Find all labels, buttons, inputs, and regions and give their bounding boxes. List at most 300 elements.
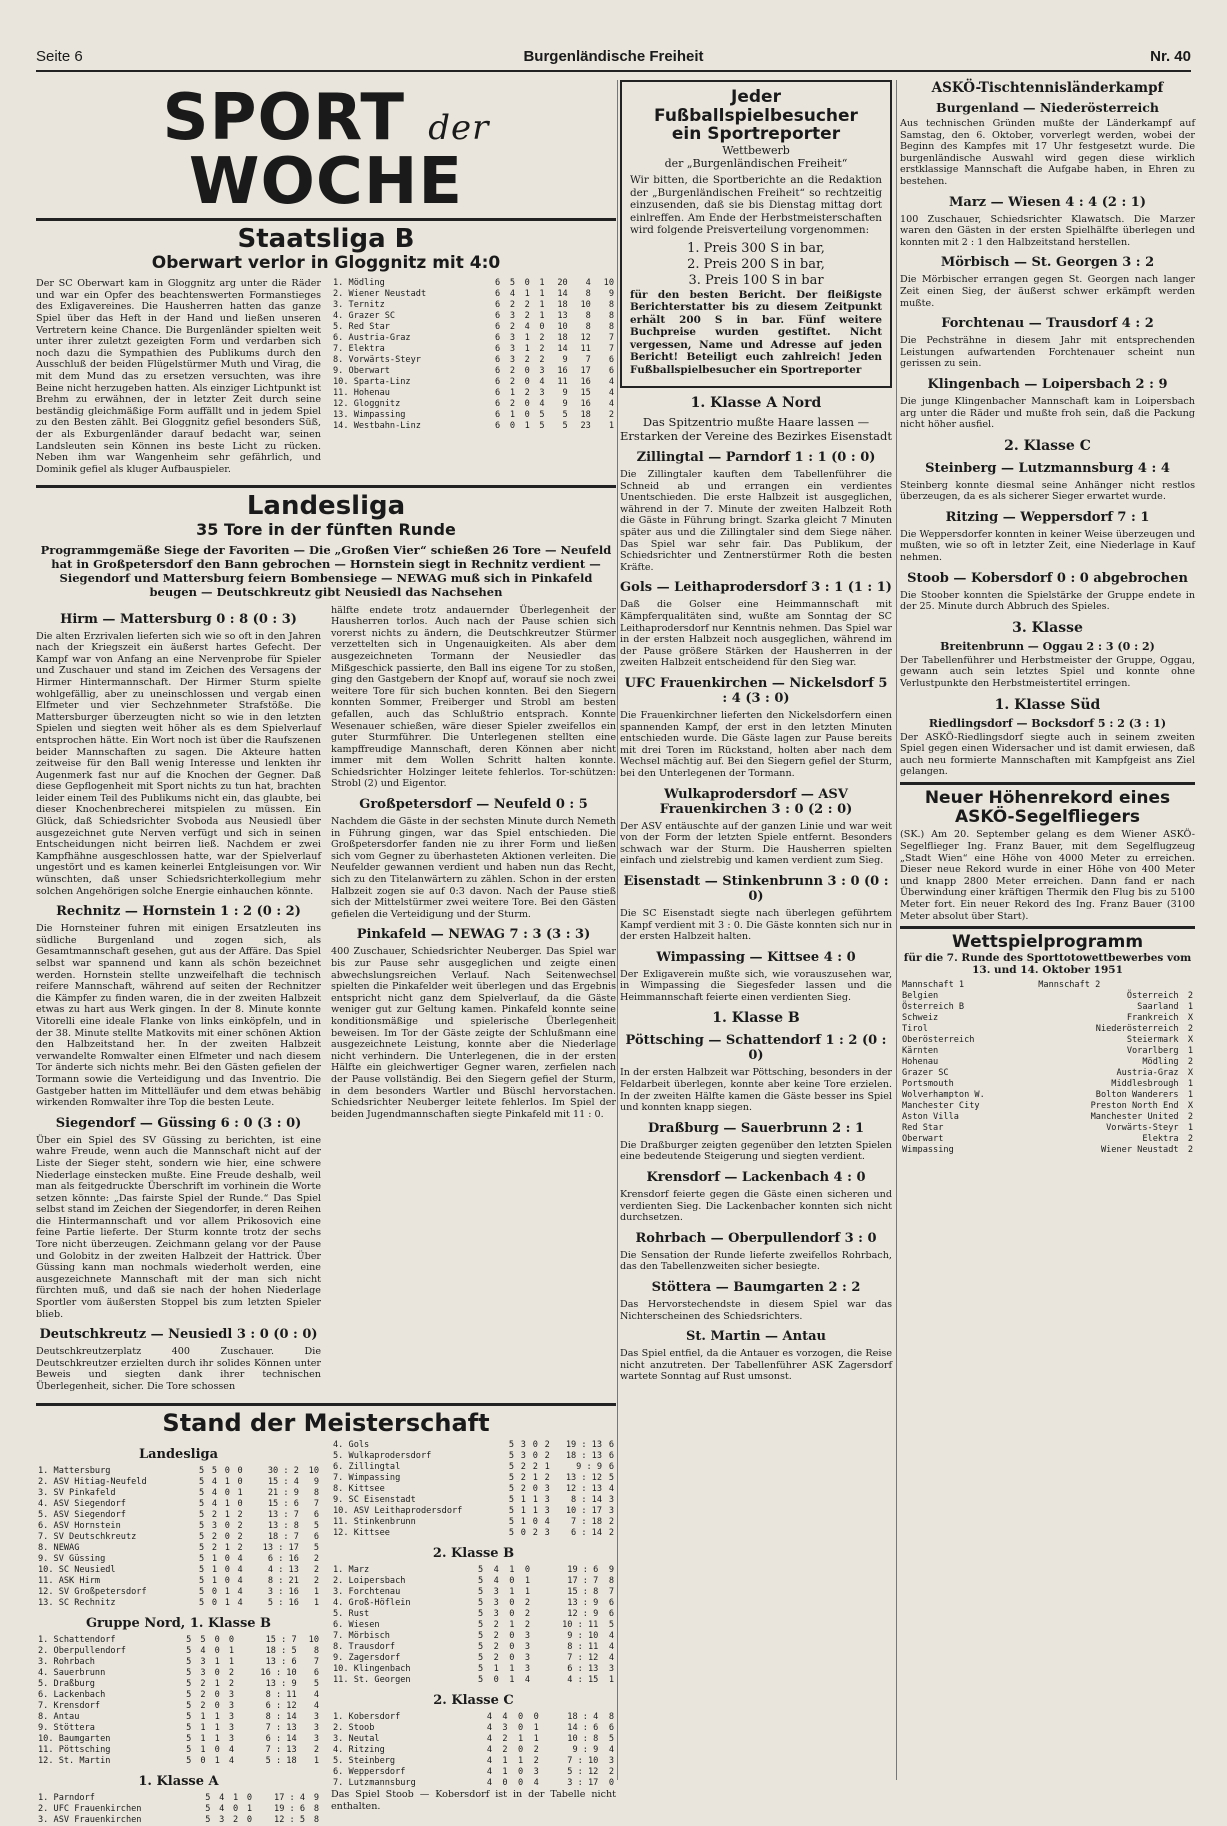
table-cell: 14	[557, 344, 568, 355]
table-row	[36, 1793, 321, 1804]
table-cell: 3. ASV Frauenkirchen	[38, 1814, 142, 1825]
table-cell: 17 : 4	[274, 1792, 306, 1803]
table-cell: 2	[228, 1667, 235, 1678]
match-heading: Pinkafeld — NEWAG 7 : 3 (3 : 3)	[356, 927, 591, 943]
table-cell: Wimpassing	[902, 1144, 954, 1155]
issue-number: Nr. 40	[1150, 48, 1191, 65]
table-cell: 2	[544, 1472, 550, 1483]
landesliga-reports	[36, 605, 616, 1397]
table-cell: 2	[313, 1564, 319, 1575]
table-row	[331, 1473, 616, 1484]
table-cell: Oberwart	[902, 1133, 944, 1144]
table-cell: 1	[214, 1678, 220, 1689]
staatsliga-table	[331, 278, 616, 432]
table-cell: 17	[580, 366, 591, 377]
table-cell: 1	[1187, 1122, 1193, 1133]
table-cell: 8. NEWAG	[38, 1542, 80, 1553]
table-cell: 4	[486, 1766, 493, 1777]
match-report: Die Stoober konnten die Spielstärke der Gruppe endete in der 25. Minute durch Abbruch des Spieles.	[900, 589, 1195, 613]
table-cell: 2	[524, 355, 530, 366]
table-cell: Österreich	[1126, 990, 1179, 1001]
table-cell: 4	[608, 1483, 614, 1494]
table-row	[36, 1701, 321, 1712]
meisterschaft-title: Stand der Meisterschaft	[162, 1408, 490, 1437]
wettbewerb-title-1: Jeder Fußballspielbesucher	[654, 87, 858, 126]
table-cell: 4	[486, 1733, 493, 1744]
table-cell: 8	[608, 1575, 614, 1586]
table-cell: 15 : 4	[267, 1476, 299, 1487]
table-cell: 0	[224, 1564, 230, 1575]
table-row	[36, 1554, 321, 1565]
table-row	[36, 1657, 321, 1668]
table-cell: 3. Ternitz	[333, 300, 385, 311]
table-cell: 2	[539, 333, 545, 344]
table-cell: 0	[509, 1652, 515, 1663]
table-cell: 2	[1187, 1023, 1193, 1034]
masthead-der: der	[428, 108, 490, 148]
table-row	[36, 1679, 321, 1690]
table-cell: 2	[608, 1766, 614, 1777]
table-cell: 2	[539, 344, 545, 355]
table-cell: 3	[493, 1608, 499, 1619]
match-heading: Rohrbach — Oberpullendorf 3 : 0	[635, 1230, 877, 1246]
table-cell: 5. Steinberg	[333, 1755, 396, 1766]
table-cell: 7	[585, 355, 591, 366]
standings-group-title: 2. Klasse C	[433, 1692, 514, 1708]
table-cell: 5	[199, 1465, 205, 1476]
table-cell: 11	[580, 344, 591, 355]
table-cell: 19 : 6	[274, 1803, 306, 1814]
table-cell: 6. Zillingtal	[333, 1461, 401, 1472]
table-cell: 1	[520, 1505, 526, 1516]
table-cell: 4	[524, 322, 530, 333]
table-cell: 4	[486, 1777, 493, 1788]
table-cell: 20	[557, 278, 568, 289]
table-cell: 7	[608, 333, 614, 344]
match-heading: UFC Frauenkirchen — Nickelsdorf 5 : 4 (3 : 0)	[624, 675, 888, 706]
table-cell: 2	[211, 1542, 218, 1553]
table-cell: Austria-Graz	[1116, 1067, 1179, 1078]
table-cell: 4	[608, 399, 614, 410]
table-cell: 3	[608, 1755, 614, 1766]
table-row	[36, 1668, 321, 1679]
table-row	[900, 991, 1195, 1002]
table-row	[331, 1767, 616, 1778]
table-cell: Tirol	[902, 1023, 928, 1034]
match-report: Die Draßburger zeigten gegenüber den letzten Spielen eine bedeutende Steigerung und siegten verdient.	[620, 1139, 892, 1163]
table-cell: 18	[557, 300, 568, 311]
table-cell: 9	[562, 355, 568, 366]
table-cell: 10	[580, 300, 591, 311]
table-cell: 1	[200, 1711, 206, 1722]
table-cell: 6. Weppersdorf	[333, 1766, 406, 1777]
table-cell: 1	[533, 1722, 539, 1733]
table-cell: 5	[199, 1476, 205, 1487]
table-cell: 1	[211, 1553, 218, 1564]
table-cell: 2	[524, 300, 530, 311]
table-cell: 1	[509, 1564, 515, 1575]
table-cell: 9. SV Güssing	[38, 1553, 106, 1564]
table-cell: 2	[200, 1700, 206, 1711]
table-cell: 5. Rust	[333, 1608, 370, 1619]
landesliga-title: Landesliga	[246, 491, 406, 522]
table-cell: 4. Sauerbrunn	[38, 1667, 106, 1678]
table-cell: 8 : 14	[265, 1711, 297, 1722]
table-row	[331, 1675, 616, 1686]
table-row	[36, 1815, 321, 1826]
table-cell: 3. Forchtenau	[333, 1586, 401, 1597]
table-cell: 4	[539, 399, 545, 410]
table-cell: 1	[493, 1663, 499, 1674]
klasse-3-match: Breitenbrunn — Oggau 2 : 3 (0 : 2)	[940, 639, 1155, 653]
table-cell: 0	[509, 1575, 515, 1586]
table-cell: 9	[608, 289, 614, 300]
table-cell: 1	[524, 1586, 530, 1597]
table-cell: 5 : 18	[265, 1755, 297, 1766]
middle-column	[620, 80, 892, 1780]
table-cell: 5	[508, 1494, 515, 1505]
table-cell: 6	[495, 399, 501, 410]
table-cell: 5 : 16	[267, 1597, 299, 1608]
table-cell: 12	[580, 333, 591, 344]
table-cell: 4	[237, 1564, 243, 1575]
table-cell: 2	[524, 1608, 530, 1619]
table-row	[331, 1528, 616, 1539]
match-heading: Rechnitz — Hornstein 1 : 2 (0 : 2)	[56, 904, 301, 920]
table-cell: 2	[200, 1678, 206, 1689]
table-cell: 3	[219, 1814, 225, 1825]
table-cell: 4	[524, 1674, 530, 1685]
table-cell: 7 : 12	[567, 1652, 599, 1663]
table-cell: 5	[313, 1520, 319, 1531]
table-row	[331, 1440, 616, 1451]
table-cell: 1	[1187, 1001, 1193, 1012]
table-cell: 16	[557, 366, 568, 377]
table-cell: 1	[608, 1674, 614, 1685]
table-cell: 12 : 9	[567, 1608, 599, 1619]
table-cell: 5	[200, 1634, 206, 1645]
wettspiel-title: Wettspielprogramm	[951, 932, 1144, 953]
table-cell: 6	[608, 1597, 614, 1608]
table-row	[900, 1035, 1195, 1046]
table-cell: 7. SV Deutschkreutz	[38, 1531, 137, 1542]
table-row	[331, 311, 616, 322]
table-cell: 4	[533, 1777, 539, 1788]
table-cell: 6	[495, 289, 501, 300]
table-cell: 5	[199, 1542, 205, 1553]
match-heading: Siegendorf — Güssing 6 : 0 (3 : 0)	[55, 1115, 302, 1131]
table-cell: 13. SC Rechnitz	[38, 1597, 116, 1608]
table-row	[331, 1642, 616, 1653]
table-cell: 18	[557, 333, 568, 344]
table-cell: 7	[313, 1498, 319, 1509]
table-cell: 2	[211, 1531, 218, 1542]
table-row	[331, 322, 616, 333]
table-cell: 5	[186, 1656, 192, 1667]
table-cell: 16 : 10	[260, 1667, 297, 1678]
table-cell: 8	[585, 322, 591, 333]
match-heading: Eisenstadt — Stinkenbrunn 3 : 0 (0 : 0)	[623, 873, 889, 904]
table-cell: 0	[493, 1674, 499, 1685]
table-cell: 1. Schattendorf	[38, 1634, 116, 1645]
table-cell: Vorwärts-Steyr	[1106, 1122, 1179, 1133]
table-cell: 1	[524, 289, 530, 300]
wettbewerb-prizes	[630, 241, 882, 289]
table-cell: Elektra	[1142, 1133, 1179, 1144]
section-rule	[36, 485, 616, 488]
table-cell: 11. Stinkenbrunn	[333, 1516, 416, 1527]
table-row	[900, 1090, 1195, 1101]
table-cell: 13. Wimpassing	[333, 410, 406, 421]
table-cell: 13 : 6	[265, 1656, 297, 1667]
table-cell: 3. Neutal	[333, 1733, 380, 1744]
table-cell: 6	[495, 300, 501, 311]
table-row	[36, 1488, 321, 1499]
page-number: Seite 6	[36, 48, 83, 65]
table-cell: 5	[186, 1711, 192, 1722]
table-cell: 1. Mödling	[333, 278, 385, 289]
table-cell: 8. Trausdorf	[333, 1641, 396, 1652]
table-cell: 6	[608, 1439, 614, 1450]
table-cell: 13 : 9	[265, 1678, 297, 1689]
match-report: In der ersten Halbzeit war Pöttsching, besonders in der Feldarbeit überlegen, konnte aber keine Tore erzielen. In der zweiten Hälfte kamen die Gäste besser ins Spiel und konnten knapp siegen.	[620, 1067, 892, 1114]
table-row	[331, 1734, 616, 1745]
table-cell: 4	[539, 377, 545, 388]
table-cell: 4	[237, 1575, 243, 1586]
match-report: Deutschkreutzerplatz 400 Zuschauer. Die Deutschkreutzer erzielten durch ihr solides Können unter Beweis und siegten dank ihrer technischen Überlegenheit, sicher. Die Tore schossen	[36, 1346, 321, 1392]
table-cell: 5	[186, 1645, 192, 1656]
table-row	[331, 366, 616, 377]
table-row	[900, 1046, 1195, 1057]
match-report: Über ein Spiel des SV Güssing zu berichten, ist eine wahre Freude, wenn auch die Mannschaft nicht auf der Liste der Sieger steht, sondern wie hier, eine schwere Niederlage einstecken mußte. Eine Freude deshalb, weil man als feitgedruckte Überschrift im vorhinein die Worte setzen könnte: „Das fairste Spiel der Runde.“ Das Spiel selbst stand im Zeichen der Siegendorfer, in deren Reihen die Hintermannschaft und vor allem Prikosovich eine feine Partie lieferte. Der Sturm konnte trotz der sechs Tore nicht überzeugen. Zeichmann gelang vor der Pause und Golobitz in der zweiten Halbzeit der Hattrick. Über Güssing kann man nochmals wiederholt werden, eine ausgezeichnete Mannschaft mit der man sich nicht fürchten muß, und daß sie nach der hohen Niederlage Sportler vom äußersten Stoppel bis zum letzten Spieler blieb.	[36, 1134, 321, 1320]
table-cell: 10. ASV Leithaprodersdorf	[333, 1505, 463, 1516]
table-cell: 9. SC Eisenstadt	[333, 1494, 416, 1505]
match-report: 100 Zuschauer, Schiedsrichter Klawatsch. Die Marzer waren den Gästen in der ersten Spielhälfte überlegen und konnten mit 2 : 1 den Halbzeitstand herstellen.	[900, 213, 1195, 248]
table-cell: 10	[308, 1465, 319, 1476]
table-cell: 9. Zagersdorf	[333, 1652, 401, 1663]
table-cell: 15 : 6	[267, 1498, 299, 1509]
table-cell: 3	[313, 1711, 319, 1722]
wettbewerb-subtitle-2: der „Burgenländischen Freiheit“	[664, 157, 848, 171]
table-cell: 4 : 15	[567, 1674, 599, 1685]
table-cell: 4	[200, 1645, 206, 1656]
table-cell: 4	[608, 388, 614, 399]
table-cell: 4	[486, 1755, 493, 1766]
match-heading: Stöttera — Baumgarten 2 : 2	[651, 1280, 861, 1295]
table-cell: 4	[486, 1744, 493, 1755]
table-cell: 4	[608, 1744, 614, 1755]
table-cell: 19 : 6	[567, 1564, 599, 1575]
table-cell: 2	[509, 366, 515, 377]
table-cell: 3 : 16	[267, 1586, 299, 1597]
table-cell: 7. Elektra	[333, 344, 385, 355]
table-cell: 4	[211, 1498, 218, 1509]
table-cell: 2	[544, 1450, 550, 1461]
table-cell: 18 : 7	[267, 1531, 299, 1542]
hoehenrekord-report: (SK.) Am 20. September gelang es dem Wiener ASKÖ-Segelflieger Ing. Franz Bauer, mit dem Segelflugzeug „Stadt Wien“ eine Höhe von 4000 Meter zu erreichen. Dieser neue Rekord wurde in einer Höhe von 400 Meter und knapp 2800 Meter erreichen. Dann fand er nach Überwindung einer kräftigen Thermik den Flug bis zu 5100 Meter fort. Ein neuer Rekord des Ing. Franz Bauer (3100 Meter absolut über Start).	[900, 829, 1195, 922]
table-cell: 4	[608, 1641, 614, 1652]
table-cell: Kärnten	[902, 1045, 939, 1056]
table-cell: Österreich B	[902, 1001, 965, 1012]
table-cell: 0	[214, 1634, 220, 1645]
table-cell: 8	[313, 1803, 319, 1814]
table-cell: Steiermark	[1126, 1034, 1179, 1045]
table-cell: 0	[518, 1777, 524, 1788]
table-cell: Middlesbrough	[1111, 1078, 1179, 1089]
table-cell: 5	[478, 1608, 484, 1619]
table-row	[331, 377, 616, 388]
table-cell: 10. Klingenbach	[333, 1663, 411, 1674]
klasse-2b-reports	[900, 195, 1195, 431]
table-cell: 1	[224, 1509, 230, 1520]
table-cell: 0	[518, 1744, 524, 1755]
match-heading: Pöttsching — Schattendorf 1 : 2 (0 : 0)	[625, 1033, 887, 1064]
table-cell: 1	[211, 1564, 218, 1575]
table-cell: 7 : 18	[570, 1516, 603, 1527]
table-cell: 10	[603, 278, 614, 289]
table-row	[331, 355, 616, 366]
table-cell: 5	[186, 1700, 192, 1711]
wettspiel-table	[900, 980, 1195, 1156]
table-cell: 5	[478, 1674, 484, 1685]
wettbewerb-intro: Wir bitten, die Sportberichte an die Redaktion der „Burgenländischen Freiheit“ so rechtzeitig einzusenden, daß sie bis Dienstag mittag dort einlreffen. Am Ende der Herbstmeisterschaften wird folgende Preisverteilung vorgenommen:	[630, 174, 882, 237]
match-report: Die Sensation der Runde lieferte zweifellos Rohrbach, das den Tabellenzweiten sicher besiegte.	[620, 1249, 892, 1273]
match-report: Die Weppersdorfer konnten in keiner Weise überzeugen und mußten, wie so oft in letzter Zeit, eine Niederlage in Kauf nehmen.	[900, 528, 1195, 564]
table-cell: 2	[233, 1814, 239, 1825]
table-cell: 9	[562, 399, 568, 410]
table-cell: 1	[608, 421, 614, 432]
table-cell: 8 : 11	[265, 1689, 297, 1700]
table-cell: 13 : 7	[267, 1509, 299, 1520]
table-cell: 5	[508, 1516, 515, 1527]
match-heading: Mörbisch — St. Georgen 3 : 2	[940, 255, 1155, 271]
standings-table	[36, 1466, 321, 1609]
wettspiel-col1-head: Mannschaft 1	[902, 979, 965, 990]
table-cell: 8	[585, 289, 591, 300]
table-cell: 1	[224, 1542, 230, 1553]
table-cell: 1	[509, 1674, 515, 1685]
table-row	[331, 1495, 616, 1506]
table-cell: 4	[219, 1792, 225, 1803]
table-cell: 0	[233, 1803, 239, 1814]
table-cell: 1	[520, 1494, 526, 1505]
klasse-b-reports	[620, 1033, 892, 1383]
match-heading: Stoob — Kobersdorf 0 : 0 abgebrochen	[907, 570, 1188, 586]
table-cell: 0	[246, 1792, 253, 1803]
table-cell: 0	[214, 1689, 220, 1700]
klasse-a-nord-subtitle: Das Spitzentrio mußte Haare lassen — Erstarken der Vereine des Bezirkes Eisenstadt	[620, 415, 892, 444]
table-cell: 2	[1187, 1111, 1193, 1122]
table-cell: 3	[544, 1527, 550, 1538]
table-cell: 0	[246, 1814, 253, 1825]
table-cell: 3	[544, 1505, 550, 1516]
table-cell: 1	[224, 1476, 230, 1487]
table-row	[331, 289, 616, 300]
table-cell: 5	[199, 1487, 205, 1498]
table-cell: 6	[495, 377, 501, 388]
table-cell: 3	[608, 1505, 614, 1516]
table-cell: 3. Rohrbach	[38, 1656, 95, 1667]
table-cell: 5	[608, 1472, 614, 1483]
table-cell: 0	[237, 1465, 243, 1476]
table-cell: 4	[228, 1755, 235, 1766]
table-cell: 23	[580, 421, 591, 432]
table-cell: 18	[580, 410, 591, 421]
table-row	[331, 399, 616, 410]
table-cell: 3	[509, 355, 515, 366]
table-cell: 0	[211, 1586, 218, 1597]
prize-item: 1. Preis 300 S in bar,	[687, 240, 825, 256]
table-cell: 1	[524, 1575, 530, 1586]
table-cell: 2	[493, 1630, 499, 1641]
table-cell: 5	[508, 1505, 515, 1516]
table-row	[36, 1510, 321, 1521]
table-row	[36, 1499, 321, 1510]
table-cell: 3	[539, 388, 545, 399]
table-cell: 2	[524, 1619, 530, 1630]
table-cell: 4	[608, 1630, 614, 1641]
table-cell: 2	[520, 1472, 526, 1483]
table-row	[36, 1804, 321, 1815]
table-cell: 0	[524, 410, 530, 421]
tischtennis-title: ASKÖ-Tischtennisländerkampf	[931, 80, 1164, 96]
table-cell: 11. ASK Hirm	[38, 1575, 101, 1586]
table-cell: 2	[237, 1531, 243, 1542]
klasse-3-report: Der Tabellenführer und Herbstmeister der Gruppe, Oggau, gewann auch sein letztes Spiel und konnte ohne Verlustpunkte den Herbstmeistertitel erringen.	[900, 654, 1195, 690]
table-cell: 3	[608, 1494, 614, 1505]
table-cell: 0	[509, 1641, 515, 1652]
klasse-sued-match: Riedlingsdorf — Bocksdorf 5 : 2 (3 : 1)	[928, 716, 1167, 730]
match-report: Krensdorf feierte gegen die Gäste einen sicheren und verdienten Sieg. Die Lackenbacher konnten sich nicht durchsetzen.	[620, 1189, 892, 1224]
table-cell: 7	[608, 1586, 614, 1597]
table-cell: 1	[237, 1487, 243, 1498]
table-cell: Niederösterreich	[1095, 1023, 1179, 1034]
table-row	[900, 1123, 1195, 1134]
match-heading: Gols — Leithaprodersdorf 3 : 1 (1 : 1)	[620, 580, 892, 596]
table-cell: 1	[1187, 1089, 1193, 1100]
table-cell: 8 : 11	[567, 1641, 599, 1652]
table-cell: 5	[539, 410, 545, 421]
table-cell: 6	[608, 1450, 614, 1461]
table-cell: 4	[211, 1487, 218, 1498]
table-row	[331, 1451, 616, 1462]
wettbewerb-title-2: ein Sportreporter	[671, 124, 841, 145]
table-cell: 4. Groß-Höflein	[333, 1597, 411, 1608]
table-cell: 0	[524, 377, 530, 388]
table-cell: Oberösterreich	[902, 1034, 975, 1045]
table-row	[36, 1587, 321, 1598]
table-cell: 5	[199, 1597, 205, 1608]
match-report: Der Exligaverein mußte sich, wie vorauszusehen war, in Wimpassing die Siegesfeder lassen und die Heimmannschaft feierte einen verdienten Sieg.	[620, 968, 892, 1003]
table-cell: 3	[228, 1689, 235, 1700]
table-cell: 1	[214, 1711, 220, 1722]
table-cell: Manchester City	[902, 1100, 980, 1111]
masthead-sport: SPORT	[162, 81, 406, 155]
table-cell: 3	[524, 1641, 530, 1652]
table-cell: 1	[518, 1733, 524, 1744]
table-cell: 9 : 9	[572, 1744, 599, 1755]
prize-item: 2. Preis 200 S in bar,	[687, 256, 825, 272]
table-cell: 0	[224, 1553, 230, 1564]
match-heading: Krensdorf — Lackenbach 4 : 0	[646, 1170, 866, 1186]
table-cell: 2	[532, 1527, 538, 1538]
table-cell: 4 : 13	[267, 1564, 299, 1575]
table-cell: 9	[313, 1476, 319, 1487]
table-cell: 5	[199, 1553, 205, 1564]
table-row	[331, 421, 616, 432]
table-cell: 2	[493, 1619, 499, 1630]
match-heading: Draßburg — Sauerbrunn 2 : 1	[647, 1120, 865, 1136]
